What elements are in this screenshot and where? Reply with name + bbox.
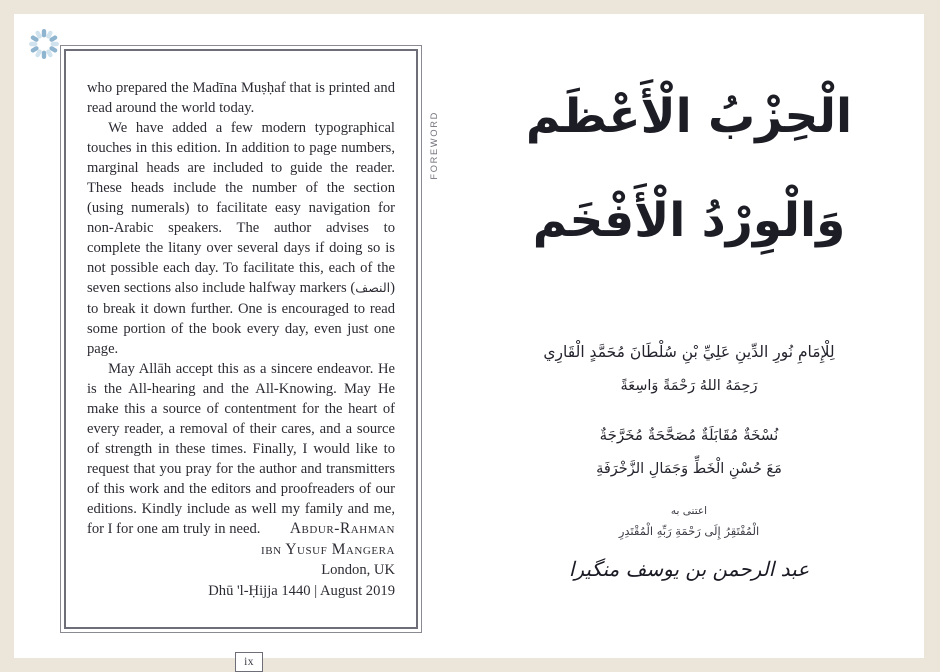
- recto-page: [454, 14, 924, 658]
- signature-name-line2: ibn Yusuf Mangera: [261, 541, 395, 558]
- attribution-block: [454, 341, 924, 584]
- attribution-author: لِلْإِمَامِ نُورِ الدِّينِ عَلِيِّ بْنِ سُلْطَانَ مُحَمَّدٍ الْقَارِي: [543, 343, 835, 361]
- verso-page: [60, 45, 422, 668]
- editor-epithet: الْمُفْتَقِرُ إِلَى رَحْمَةِ رَبِّهِ الْمُقْتَدِرِ: [618, 524, 760, 538]
- paragraph-1: who prepared the Madīna Muṣḥaf that is printed and read around the world today.: [87, 80, 395, 117]
- foreword-body: [87, 78, 395, 539]
- editor-name: عبد الرحمن بن يوسف منگيرا: [568, 557, 810, 582]
- signature-location: London, UK: [321, 562, 395, 578]
- paragraph-2-before: We have added a few modern typographical touches in this edition. In addition to page numbers, marginal heads are included to guide the reader. These heads include the number of the section (using numerals) to facilitate easy navigation for non-Arabic speakers. The author advises to complete the litany over several days if doing so is not possible each day. To facilitate this, each of the seven sections also include halfway markers (: [87, 120, 395, 297]
- folio-page-number: ix: [235, 652, 263, 672]
- signature-name-line1: Abdur-Rahman: [289, 520, 395, 537]
- signature-date: Dhū 'l-Ḥijja 1440 | August 2019: [208, 583, 395, 599]
- attribution-invocation: رَحِمَهُ اللهُ رَحْمَةً وَاسِعَةً: [620, 378, 758, 395]
- loading-spinner-icon: [27, 27, 61, 61]
- page-sheet: [14, 14, 924, 668]
- title-calligraphy-line2: وَالْوِرْدُ الْأَفْخَم: [532, 193, 846, 248]
- title-calligraphy-line1: الْحِزْبُ الْأَعْظَم: [525, 89, 853, 144]
- marginal-head-foreword: FOREWORD: [429, 111, 439, 180]
- edition-note-line2: مَعَ حُسْنِ الْخَطِّ وَجَمَالِ الزَّخْرَفَةِ: [596, 460, 782, 477]
- arabic-term-nisf: النصف: [355, 280, 391, 296]
- edition-note-line1: نُسْخَةٌ مُقَابَلَةٌ مُصَحَّحَةٌ مُخَرَّجَةٌ: [599, 426, 779, 444]
- signature-block: [87, 518, 395, 602]
- paragraph-2-after: ) to break it down further. One is encouraged to read some portion of the book every day, even just one page.: [87, 280, 395, 357]
- editor-label: اعتنى به: [670, 505, 708, 518]
- paragraph-2: [87, 118, 395, 359]
- paragraph-3: May Allāh accept this as a sincere endeavor. He is the All-hearing and the All-Knowing. May He make this a source of contentment for the heart of every reader, a removal of their cares, and a source of strength in these times. Finally, I would like to request that you pray for the author and transmitters of this work and the editors and proofreaders of our editions. Kindly include as well my family and me, for I for one am truly in need.: [87, 360, 395, 538]
